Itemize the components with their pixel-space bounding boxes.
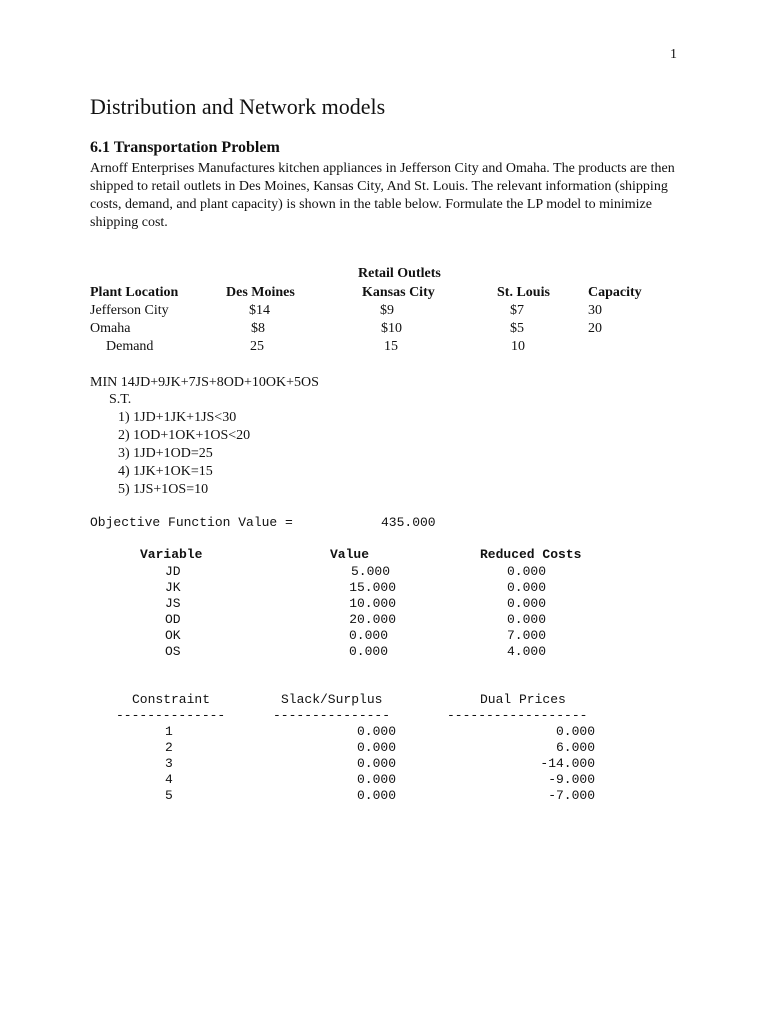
reduced-cost: 0.000 [506,596,546,611]
header-rule: -------------- [116,708,226,723]
table-cell: 30 [588,303,602,318]
header-capacity: Capacity [588,285,642,300]
table-cell: $7 [510,303,524,318]
variable-name: OS [165,644,181,659]
header-rule: --------------- [273,708,391,723]
slack-surplus: 0.000 [356,772,396,787]
section-heading: 6.1 Transportation Problem [90,139,280,156]
variable-value: 10.000 [349,596,396,611]
variable-value: 5.000 [350,564,390,579]
header-kansas-city: Kansas City [362,285,435,300]
constraint-line: 4) 1JK+1OK=15 [118,464,213,479]
page-title: Distribution and Network models [90,94,386,119]
reduced-cost: 0.000 [506,564,546,579]
constraint-number: 1 [165,724,173,739]
table-cell: Jefferson City [90,303,169,318]
constraint-line: 3) 1JD+1OD=25 [118,446,213,461]
variable-name: JK [165,580,181,595]
header-dual-prices: Dual Prices [480,692,566,707]
constraint-number: 4 [165,772,173,787]
intro-paragraph: Arnoff Enterprises Manufactures kitchen appliances in Jefferson City and Omaha. The products are then shipped to retail outlets in Des Moines, Kansas City, And St. Louis. The relevant information (shipping costs, demand, and plant capacity) is shown in the table below. Formulate the LP model to minimize shipping cost. [90,161,675,230]
constraint-number: 5 [165,788,173,803]
table-cell: $8 [251,321,265,336]
table-cell: $9 [380,303,394,318]
table-cell: $10 [381,321,402,336]
slack-surplus: 0.000 [356,756,396,771]
objective-value-label: Objective Function Value = [90,515,293,530]
variable-name: OD [165,612,181,627]
dual-price: -7.000 [548,788,595,803]
slack-surplus: 0.000 [356,740,396,755]
variable-name: JD [165,564,181,579]
table-cell: 20 [588,321,602,336]
table-cell: 10 [511,339,525,354]
demand-label: Demand [106,339,154,354]
page-number: 1 [670,47,677,62]
header-value: Value [330,547,370,562]
slack-surplus: 0.000 [356,788,396,803]
reduced-cost: 7.000 [506,628,546,643]
header-constraint: Constraint [132,692,211,707]
objective-value: 435.000 [381,515,436,530]
group-header: Retail Outlets [358,266,441,281]
variable-name: OK [165,628,181,643]
dual-price: 6.000 [555,740,595,755]
slack-surplus: 0.000 [356,724,396,739]
header-plant-location: Plant Location [90,285,179,300]
header-reduced-costs: Reduced Costs [480,547,582,562]
header-slack-surplus: Slack/Surplus [281,692,383,707]
constraint-number: 3 [165,756,173,771]
constraint-number: 2 [165,740,173,755]
constraint-line: 1) 1JD+1JK+1JS<30 [118,410,237,425]
header-variable: Variable [140,547,203,562]
constraint-line: 2) 1OD+1OK+1OS<20 [118,428,251,443]
header-rule: ------------------ [447,708,588,723]
dual-price: 0.000 [555,724,595,739]
header-des-moines: Des Moines [226,285,295,300]
table-cell: 25 [250,339,264,354]
objective-function: MIN 14JD+9JK+7JS+8OD+10OK+5OS [90,375,319,390]
variable-name: JS [165,596,181,611]
reduced-cost: 0.000 [506,580,546,595]
dual-price: -9.000 [548,772,595,787]
dual-price: -14.000 [540,756,595,771]
table-cell: Omaha [90,321,131,336]
table-cell: $5 [510,321,524,336]
table-cell: $14 [249,303,270,318]
table-cell: 15 [384,339,398,354]
variable-value: 0.000 [348,628,388,643]
variable-value: 15.000 [349,580,396,595]
variable-value: 20.000 [349,612,396,627]
constraint-line: 5) 1JS+1OS=10 [118,482,209,497]
reduced-cost: 0.000 [506,612,546,627]
header-st-louis: St. Louis [497,285,550,300]
subject-to-label: S.T. [109,392,132,407]
reduced-cost: 4.000 [506,644,546,659]
variable-value: 0.000 [348,644,388,659]
